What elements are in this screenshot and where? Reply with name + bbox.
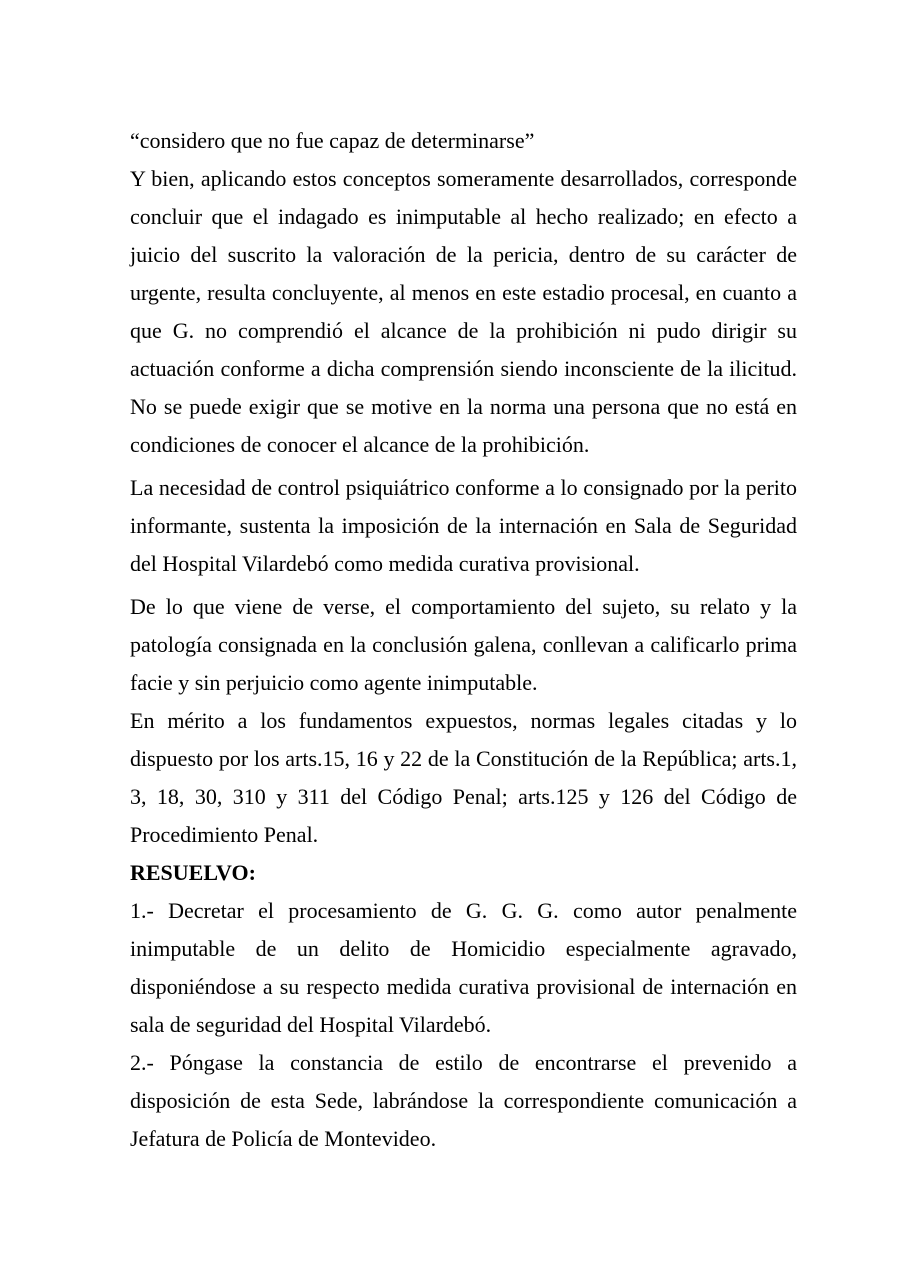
- resolution-item-1: 1.- Decretar el procesamiento de G. G. G. como autor penalmente inimputable de un delito de Homicidio especialmente agravado, disponiéndose a su respecto medida curativa provisional de internación en sala de seguridad del Hospital Vilardebó.: [130, 898, 797, 1037]
- paragraph-inimputability-conclusion: Y bien, aplicando estos conceptos someramente desarrollados, corresponde concluir que el indagado es inimputable al hecho realizado; en efecto a juicio del suscrito la valoración de la pericia, dentro de su carácter de urgente, resulta concluyente, al menos en este estadio procesal, en cuanto a que G. no comprendió el alcance de la prohibición ni pudo dirigir su actuación conforme a dicha comprensión siendo inconsciente de la ilicitud. No se puede exigir que se motive en la norma una persona que no está en condiciones de conocer el alcance de la prohibición.: [130, 166, 797, 457]
- paragraph-prima-facie-qualification: De lo que viene de verse, el comportamiento del sujeto, su relato y la patología consignada en la conclusión galena, conllevan a calificarlo prima facie y sin perjuicio como agente inimputable.: [130, 594, 797, 695]
- quote-line: “considero que no fue capaz de determinarse”: [130, 128, 535, 153]
- resolution-item-2: 2.- Póngase la constancia de estilo de encontrarse el prevenido a disposición de esta Sede, labrándose la correspondiente comunicación a Jefatura de Policía de Montevideo.: [130, 1050, 797, 1151]
- paragraph-psychiatric-control: La necesidad de control psiquiátrico conforme a lo consignado por la perito informante, sustenta la imposición de la internación en Sala de Seguridad del Hospital Vilardebó como medida curativa provisional.: [130, 475, 797, 576]
- paragraph-legal-basis: En mérito a los fundamentos expuestos, normas legales citadas y lo dispuesto por los arts.15, 16 y 22 de la Constitución de la República; arts.1, 3, 18, 30, 310 y 311 del Código Penal; arts.125 y 126 del Código de Procedimiento Penal.: [130, 708, 797, 847]
- resolution-heading: RESUELVO:: [130, 860, 256, 885]
